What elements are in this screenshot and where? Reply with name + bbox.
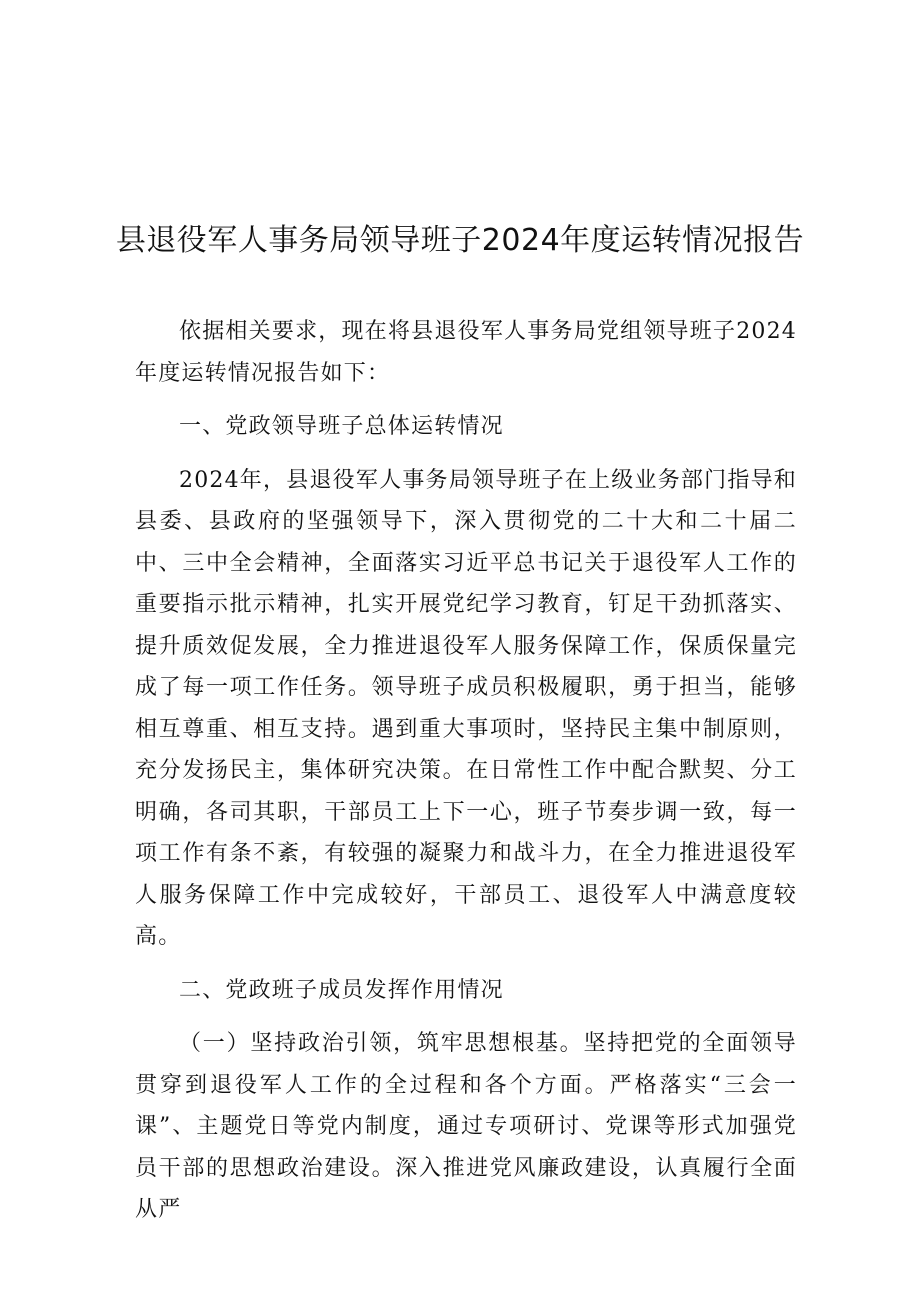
section-heading-1: 一、党政领导班子总体运转情况: [179, 414, 504, 439]
section-heading-2: 二、党政班子成员发挥作用情况: [179, 977, 504, 1003]
document-body: [135, 311, 797, 1231]
section-1-paragraph: 2024年，县退役军人事务局领导班子在上级业务部门指导和县委、县政府的坚强领导下，深入贯彻党的二十大和二十届二中、三中全会精神，全面落实习近平总书记关于退役军人工作的重要指示批示精神，扎实开展党纪学习教育，钉足干劲抓落实、提升质效促发展，全力推进退役军人服务保障工作，保质保量完成了每一项工作任务。领导班子成员积极履职，勇于担当，能够相互尊重、相互支持。遇到重大事项时，坚持民主集中制原则，充分发扬民主，集体研究决策。在日常性工作中配合默契、分工明确，各司其职，干部员工上下一心，班子节奏步调一致，每一项工作有条不紊，有较强的凝聚力和战斗力，在全力推进退役军人服务保障工作中完成较好，干部员工、退役军人中满意度较高。: [135, 467, 797, 949]
intro-paragraph: 依据相关要求，现在将县退役军人事务局党组领导班子2024年度运转情况报告如下：: [135, 319, 797, 386]
section-2-paragraph-1: （一）坚持政治引领，筑牢思想根基。坚持把党的全面领导贯穿到退役军人工作的全过程和各个方面。严格落实“三会一课”、主题党日等党内制度，通过专项研讨、党课等形式加强党员干部的思想政治建设。深入推进党风廉政建设，认真履行全面从严: [135, 1031, 797, 1222]
document-title: 县退役军人事务局领导班子2024年度运转情况报告: [115, 223, 805, 258]
